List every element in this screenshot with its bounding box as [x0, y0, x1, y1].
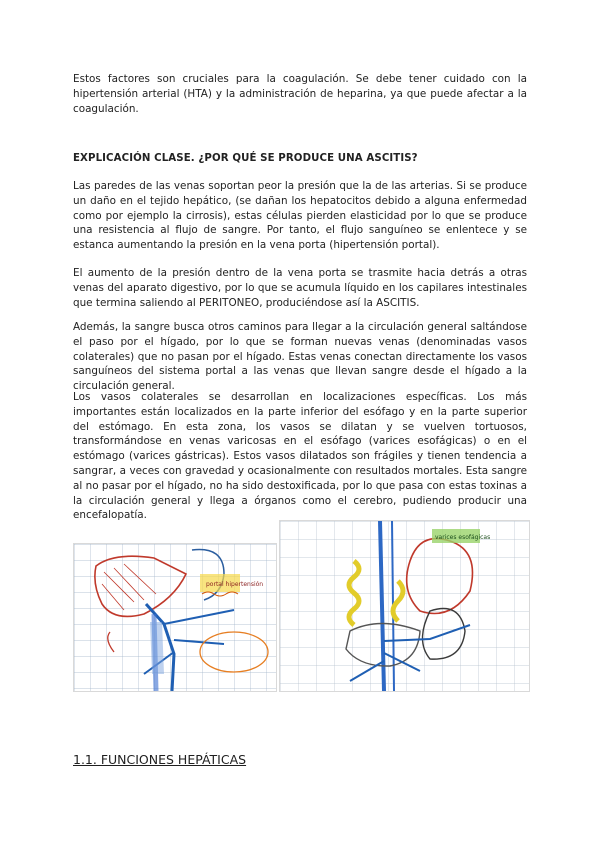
section-heading: EXPLICACIÓN CLASE. ¿POR QUÉ SE PRODUCE UNA ASCITIS?	[73, 153, 418, 164]
portal-system-drawing	[74, 544, 276, 691]
varices-drawing	[280, 521, 529, 691]
portal-system-sketch	[73, 543, 277, 692]
section-title-hepatic-functions: 1.1. FUNCIONES HEPÁTICAS	[73, 752, 247, 767]
paragraph-coagulation: Estos factores son cruciales para la coagulación. Se debe tener cuidado con la hipertensión arterial (HTA) y la administración de heparina, ya que puede afectar a la coagulación.	[73, 73, 527, 115]
left-figure-label: portal hipertensión	[206, 581, 264, 588]
paragraph-varices: Los vasos colaterales se desarrollan en localizaciones específicas. Los más importantes están localizados en la parte inferior del esófago y en la parte superior del estómago. En esta zona, los vasos se dilatan y se vuelven tortuosos, transformándose en venas varicosas en el esófago (varices esofágicas) o en el estómago (varices gástricas). Estos vasos dilatados son frágiles y tienen tendencia a sangrar, a veces con gravedad y ocasionalmente con resultados mortales. Esta sangre al no pasar por el hígado, no ha sido destoxificada, por lo que pasa con estas toxinas a la circulación general y llega a órganos como el cerebro, pudiendo producir una encefalopatía.	[73, 391, 527, 522]
paragraph-collateral-vessels: Además, la sangre busca otros caminos para llegar a la circulación general saltándose el paso por el hígado, por lo que se forman nuevas venas (denominadas vasos colaterales) que no pasan por el hígado. Estas venas conectan directamente los vasos sanguíneos del sistema portal a las venas que llevan sangre desde el hígado a la circulación general.	[73, 321, 527, 393]
paragraph-portal-pressure: El aumento de la presión dentro de la vena porta se trasmite hacia detrás a otras venas del aparato digestivo, por lo que se acumula líquido en los capilares intestinales que termina saliendo al PERITONEO, produciéndose así la ASCITIS.	[73, 267, 527, 309]
varices-sketch	[279, 520, 530, 692]
right-figure-label: varices esofágicas	[435, 534, 491, 541]
paragraph-venous-walls: Las paredes de las venas soportan peor la presión que la de las arterias. Si se produce un daño en el tejido hepático, (se dañan los hepatocitos debido a alguna enfermedad como por ejemplo la cirrosis), estas células pierden elasticidad por lo que se produce una resistencia al flujo de sangre. Por tanto, el flujo sanguíneo se enlentece y se estanca aumentando la presión en la vena porta (hipertensión portal).	[73, 180, 527, 252]
